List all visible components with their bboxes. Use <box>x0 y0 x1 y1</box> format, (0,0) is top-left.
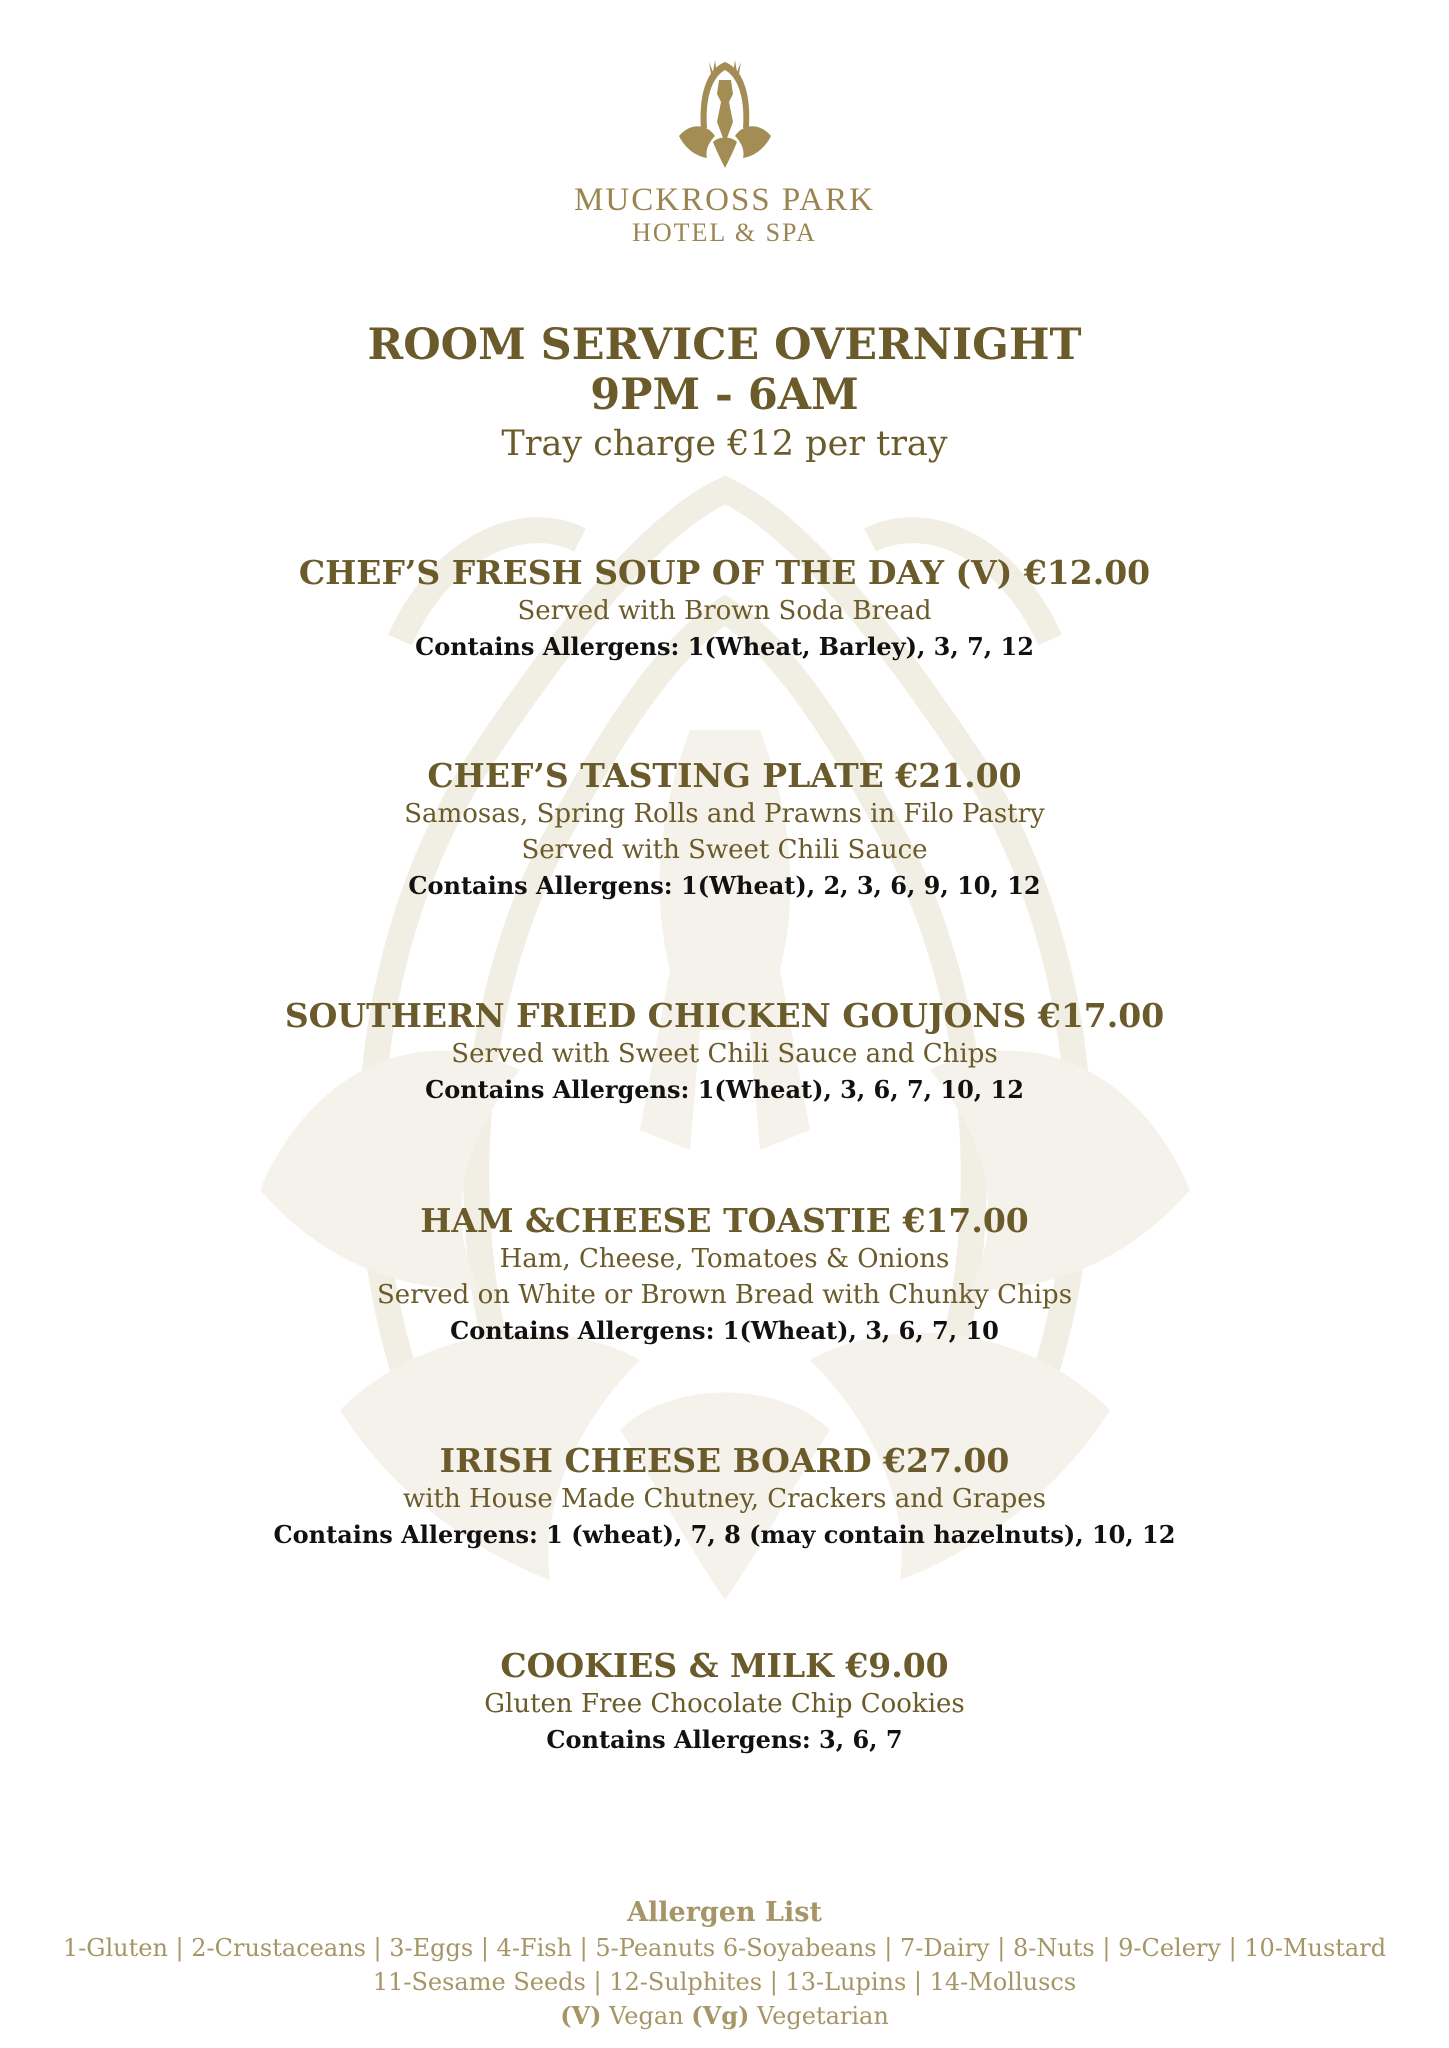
menu-item-allergens: Contains Allergens: 1(Wheat), 3, 6, 7, 10, 12 <box>425 1075 1024 1104</box>
page-title: ROOM SERVICE OVERNIGHT <box>367 320 1082 370</box>
brand-subtitle: HOTEL & SPA <box>632 218 817 247</box>
menu-item-title: CHEF’S TASTING PLATE €21.00 <box>427 756 1022 795</box>
menu-item-title: HAM &CHEESE TOASTIE €17.00 <box>420 1201 1029 1240</box>
menu-item-description: Gluten Free Chocolate Chip Cookies <box>484 1689 965 1719</box>
brand-name: MUCKROSS PARK <box>574 182 875 218</box>
menu-item-allergens: Contains Allergens: 3, 6, 7 <box>546 1725 903 1754</box>
menu-item-description: with House Made Chutney, Crackers and Grapes <box>402 1484 1047 1514</box>
menu-item-description: Served with Sweet Chili Sauce <box>521 835 928 865</box>
hotel-logo <box>0 58 1449 248</box>
menu-item <box>0 1201 1449 1349</box>
vegetarian-label: Vegetarian <box>757 2002 889 2030</box>
menu-item-allergens: Contains Allergens: 1(Wheat, Barley), 3, 7, 12 <box>415 632 1034 661</box>
menu-item-title: CHEF’S FRESH SOUP OF THE DAY (V) €12.00 <box>298 553 1151 592</box>
menu-item-title: IRISH CHEESE BOARD €27.00 <box>439 1441 1010 1480</box>
menu-item <box>0 756 1449 904</box>
menu-item-description: Served on White or Brown Bread with Chunky Chips <box>376 1280 1073 1310</box>
menu-item <box>0 1441 1449 1553</box>
vegan-label: Vegan <box>609 2002 684 2030</box>
allergen-legend <box>0 1895 1449 2033</box>
vegan-code: (V) <box>560 2001 602 2030</box>
menu-item-description: Ham, Cheese, Tomatoes & Onions <box>499 1244 950 1274</box>
menu-item-title: COOKIES & MILK €9.00 <box>500 1646 949 1685</box>
menu-item-description: Samosas, Spring Rolls and Prawns in Filo Pastry <box>404 799 1045 829</box>
menu-item-title: SOUTHERN FRIED CHICKEN GOUJONS €17.00 <box>284 996 1165 1035</box>
menu-item-allergens: Contains Allergens: 1(Wheat), 3, 6, 7, 10 <box>450 1316 999 1345</box>
menu-item-allergens: Contains Allergens: 1(Wheat), 2, 3, 6, 9, 10, 12 <box>408 871 1041 900</box>
menu-item-description: Served with Brown Soda Bread <box>517 596 932 626</box>
menu-header <box>0 320 1449 466</box>
vegetarian-code: (Vg) <box>691 2001 750 2030</box>
menu-item <box>0 1646 1449 1758</box>
menu-item <box>0 553 1449 665</box>
tray-charge: Tray charge €12 per tray <box>501 424 948 464</box>
allergen-legend-line: 1-Gluten | 2-Crustaceans | 3-Eggs | 4-Fish | 5-Peanuts 6-Soyabeans | 7-Dairy | 8-Nuts | 9-Celery | 10-Mustard <box>62 1934 1387 1962</box>
menu-item <box>0 996 1449 1108</box>
stag-crest-icon <box>675 58 775 170</box>
diet-key <box>0 1999 1449 2033</box>
service-hours: 9PM - 6AM <box>590 370 859 420</box>
menu-item-allergens: Contains Allergens: 1 (wheat), 7, 8 (may contain hazelnuts), 10, 12 <box>273 1520 1176 1549</box>
menu-item-description: Served with Sweet Chili Sauce and Chips <box>451 1039 998 1069</box>
allergen-legend-title: Allergen List <box>627 1897 822 1928</box>
allergen-legend-line: 11-Sesame Seeds | 12-Sulphites | 13-Lupins | 14-Molluscs <box>372 1968 1077 1996</box>
